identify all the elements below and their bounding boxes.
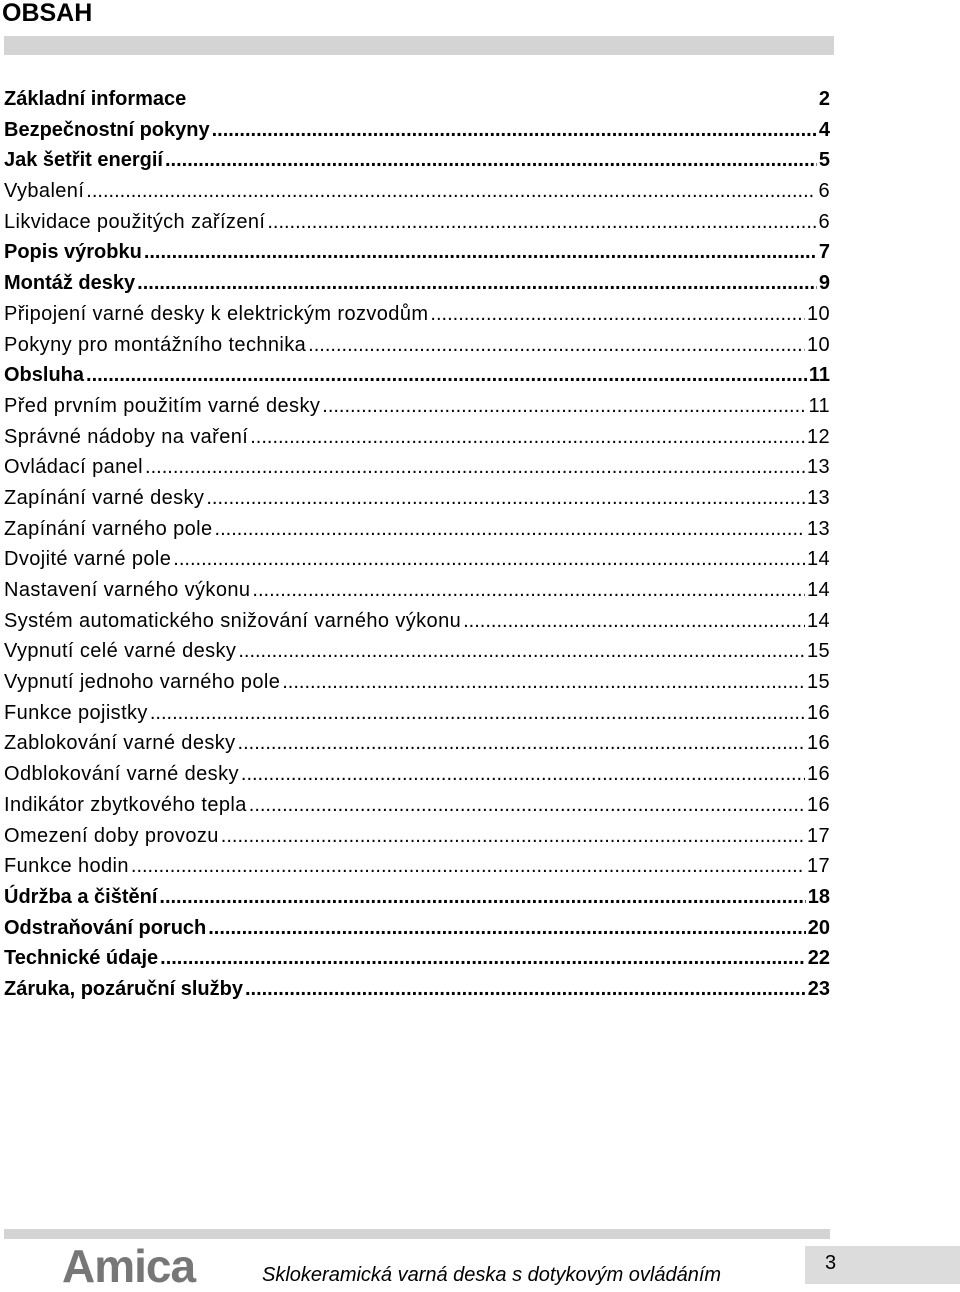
amica-logo: Amica: [62, 1240, 196, 1292]
toc-entry-title: Zapínání varného pole: [4, 517, 213, 540]
toc-entry-title: Před prvním použitím varné desky: [4, 394, 321, 417]
toc-entry[interactable]: [4, 237, 830, 268]
toc-entry-title: Obsluha: [4, 364, 85, 387]
toc-leader-dots: [86, 176, 816, 207]
toc-entry-page: 14: [806, 548, 830, 571]
page-title: OBSAH: [2, 0, 93, 27]
toc-leader-dots: [173, 544, 805, 575]
toc-leader-dots: [131, 851, 805, 882]
toc-entry-page: 6: [818, 180, 830, 203]
toc-entry-title: Omezení doby provozu: [4, 824, 219, 847]
page-number: 3: [825, 1252, 837, 1274]
toc-leader-dots: [144, 237, 817, 268]
toc-entry-page: 10: [806, 333, 830, 356]
toc-entry[interactable]: [4, 452, 830, 483]
toc-entry-title: Pokyny pro montážního technika: [4, 333, 307, 356]
toc-leader-dots: [322, 391, 806, 422]
toc-entry-title: Odstraňování poruch: [4, 916, 207, 939]
toc-entry-title: Záruka, pozáruční služby: [4, 977, 243, 1000]
toc-entry[interactable]: [4, 115, 830, 146]
toc-entry-page: 9: [818, 272, 830, 295]
toc-entry[interactable]: [4, 207, 830, 238]
toc-leader-dots: [245, 974, 806, 1005]
toc-entry-page: 16: [806, 793, 830, 816]
toc-entry-title: Funkce hodin: [4, 855, 129, 878]
toc-leader-dots: [238, 636, 805, 667]
toc-entry-page: 7: [818, 241, 830, 264]
table-of-contents: [4, 84, 830, 1005]
toc-leader-dots: [208, 913, 806, 944]
toc-leader-dots: [430, 299, 805, 330]
toc-entry-page: 6: [818, 210, 830, 233]
toc-entry-page: 23: [807, 977, 830, 1000]
toc-leader-dots: [86, 360, 807, 391]
toc-leader-dots: [221, 821, 805, 852]
toc-leader-dots: [212, 115, 817, 146]
toc-entry-page: 15: [806, 640, 830, 663]
toc-entry[interactable]: [4, 943, 830, 974]
toc-entry[interactable]: [4, 974, 830, 1005]
toc-leader-dots: [463, 606, 805, 637]
toc-leader-dots: [282, 667, 805, 698]
toc-entry-page: 18: [807, 885, 830, 908]
toc-entry-page: 22: [807, 947, 830, 970]
toc-leader-dots: [150, 698, 805, 729]
toc-leader-dots: [215, 514, 805, 545]
toc-entry[interactable]: [4, 544, 830, 575]
toc-entry-title: Vypnutí jednoho varného pole: [4, 671, 281, 694]
toc-entry-page: 5: [818, 149, 830, 172]
toc-entry-title: Montáž desky: [4, 272, 136, 295]
toc-entry-title: Ovládací panel: [4, 456, 144, 479]
toc-leader-dots: [238, 728, 805, 759]
toc-leader-dots: [145, 452, 805, 483]
toc-entry[interactable]: [4, 851, 830, 882]
toc-entry-title: Systém automatického snižování varného výkonu: [4, 609, 462, 632]
toc-entry-page: 12: [806, 425, 830, 448]
toc-leader-dots: [165, 145, 817, 176]
toc-entry-title: Připojení varné desky k elektrickým rozvodům: [4, 302, 429, 325]
toc-leader-dots: [241, 759, 805, 790]
toc-entry-page: 14: [806, 609, 830, 632]
toc-entry-page: 16: [806, 763, 830, 786]
toc-entry-title: Indikátor zbytkového tepla: [4, 793, 247, 816]
toc-leader-dots: [267, 207, 816, 238]
toc-entry-title: Bezpečnostní pokyny: [4, 118, 210, 141]
toc-entry[interactable]: [4, 422, 830, 453]
toc-entry[interactable]: [4, 759, 830, 790]
toc-leader-dots: [206, 483, 805, 514]
toc-entry-title: Funkce pojistky: [4, 701, 148, 724]
toc-entry[interactable]: [4, 299, 830, 330]
toc-leader-dots: [249, 790, 805, 821]
toc-leader-dots: [308, 330, 805, 361]
toc-entry[interactable]: [4, 84, 830, 115]
toc-entry[interactable]: [4, 728, 830, 759]
toc-entry-page: 4: [818, 118, 830, 141]
toc-leader-dots: [159, 882, 805, 913]
toc-entry[interactable]: [4, 575, 830, 606]
toc-entry-title: Zablokování varné desky: [4, 732, 236, 755]
toc-entry[interactable]: [4, 913, 830, 944]
toc-entry[interactable]: [4, 606, 830, 637]
toc-entry-title: Popis výrobku: [4, 241, 142, 264]
toc-entry[interactable]: [4, 667, 830, 698]
toc-entry[interactable]: [4, 483, 830, 514]
toc-entry-page: 13: [806, 456, 830, 479]
toc-entry[interactable]: [4, 821, 830, 852]
toc-entry-title: Údržba a čištění: [4, 885, 158, 908]
toc-leader-dots: [160, 943, 806, 974]
toc-entry-title: Dvojité varné pole: [4, 548, 172, 571]
toc-entry-title: Odblokování varné desky: [4, 763, 239, 786]
toc-entry-page: 11: [808, 394, 830, 417]
toc-entry[interactable]: [4, 391, 830, 422]
toc-entry-title: Správné nádoby na vaření: [4, 425, 249, 448]
toc-leader-dots: [250, 422, 805, 453]
toc-entry-page: 17: [806, 824, 830, 847]
footer-document-title: Sklokeramická varná deska s dotykovým ovládáním: [262, 1264, 722, 1286]
toc-leader-dots: [137, 268, 817, 299]
toc-entry-page: 16: [806, 701, 830, 724]
toc-entry-page: 15: [806, 671, 830, 694]
toc-entry[interactable]: [4, 176, 830, 207]
toc-entry-title: Jak šetřit energií: [4, 149, 163, 172]
toc-entry[interactable]: [4, 636, 830, 667]
toc-entry-page: 14: [806, 579, 830, 601]
toc-entry-page: 2: [818, 88, 830, 110]
toc-entry[interactable]: [4, 268, 830, 299]
header-divider-bar: [4, 36, 834, 55]
toc-entry-page: 20: [807, 916, 830, 939]
page-number-box: [805, 1246, 960, 1284]
toc-entry-page: 11: [808, 364, 830, 387]
toc-entry[interactable]: [4, 790, 830, 821]
toc-leader-dots: [252, 575, 805, 606]
toc-entry-title: Základní informace: [4, 88, 187, 110]
toc-entry[interactable]: [4, 330, 830, 361]
toc-entry-title: Vybalení: [4, 180, 85, 203]
toc-entry-page: 10: [806, 302, 830, 325]
toc-entry[interactable]: [4, 514, 830, 545]
toc-entry[interactable]: [4, 360, 830, 391]
toc-entry-page: 13: [806, 517, 830, 540]
toc-entry-title: Nastavení varného výkonu: [4, 579, 251, 601]
toc-entry-title: Zapínání varné desky: [4, 486, 205, 509]
toc-entry[interactable]: [4, 145, 830, 176]
toc-entry-page: 13: [806, 486, 830, 509]
footer-divider-bar: [4, 1229, 830, 1239]
toc-entry-page: 17: [806, 855, 830, 878]
toc-entry[interactable]: [4, 882, 830, 913]
toc-entry-page: 16: [806, 732, 830, 755]
toc-entry-title: Technické údaje: [4, 947, 159, 970]
toc-entry[interactable]: [4, 698, 830, 729]
toc-entry-title: Vypnutí celé varné desky: [4, 640, 237, 663]
toc-entry-title: Likvidace použitých zařízení: [4, 210, 266, 233]
